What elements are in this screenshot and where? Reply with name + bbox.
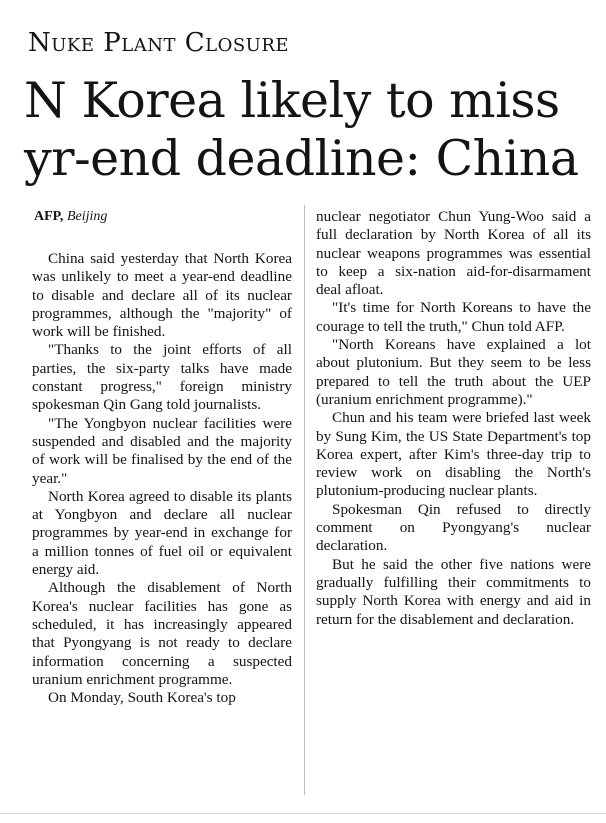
paragraph: China said yesterday that North Korea was unlikely to meet a year-end deadline to disable and declare all of its nuclear programmes, although the "majority" of work will be finished. — [32, 250, 292, 341]
byline — [34, 209, 107, 225]
paragraph: On Monday, South Korea's top — [48, 689, 236, 707]
byline-location: Beijing — [66, 209, 108, 224]
paragraph: "North Koreans have explained a lot about plutonium. But they seem to be less prepared to tell the truth about the UEP (uranium enrichment programme)." — [316, 336, 591, 408]
paragraph: "The Yongbyon nuclear facilities were suspended and disabled and the majority of work will be finalised by the end of the year." — [32, 414, 292, 487]
paragraph: North Korea agreed to disable its plants at Yongbyon and declare all nuclear programmes by year-end in exchange for a million tonnes of fuel oil or equivalent energy aid. — [32, 487, 292, 579]
column-divider — [304, 205, 305, 795]
section-kicker: Nuke Plant Closure — [28, 28, 290, 58]
paragraph: Spokesman Qin refused to directly comment on Pyongyang's nuclear declaration. — [316, 500, 591, 555]
paragraph: "It's time for North Koreans to have the courage to tell the truth," Chun told AFP. — [316, 299, 591, 335]
paragraph: But he said the other five nations were gradually fulfilling their commitments to supply North Korea with energy and aid in return for the disablement and declaration. — [316, 555, 591, 628]
bottom-edge-line — [0, 813, 606, 814]
paragraph: Although the disablement of North Korea's nuclear facilities has gone as scheduled, it has increasingly appeared that Pyongyang is not ready to declare information concerning a suspected uranium enrichment programme. — [32, 579, 292, 688]
article-column-1 — [32, 250, 292, 707]
paragraph: Chun and his team were briefed last week by Sung Kim, the US State Department's top Korea expert, after Kim's three-day trip to review work on disabling the North's plutonium-producing nuclear plants. — [316, 409, 591, 500]
byline-agency: AFP, — [34, 209, 64, 224]
article-column-2 — [316, 208, 591, 629]
headline: N Korea likely to miss yr-end deadline: China — [24, 72, 579, 187]
paragraph-continuation: nuclear negotiator Chun Yung-Woo said a full declaration by North Korea of all its nuclear weapons programmes was essential to keep a six-nation aid-for-disarmament deal afloat. — [316, 208, 591, 299]
paragraph: "Thanks to the joint efforts of all parties, the six-party talks have made constant progress," foreign ministry spokesman Qin Gang told journalists. — [32, 341, 292, 414]
